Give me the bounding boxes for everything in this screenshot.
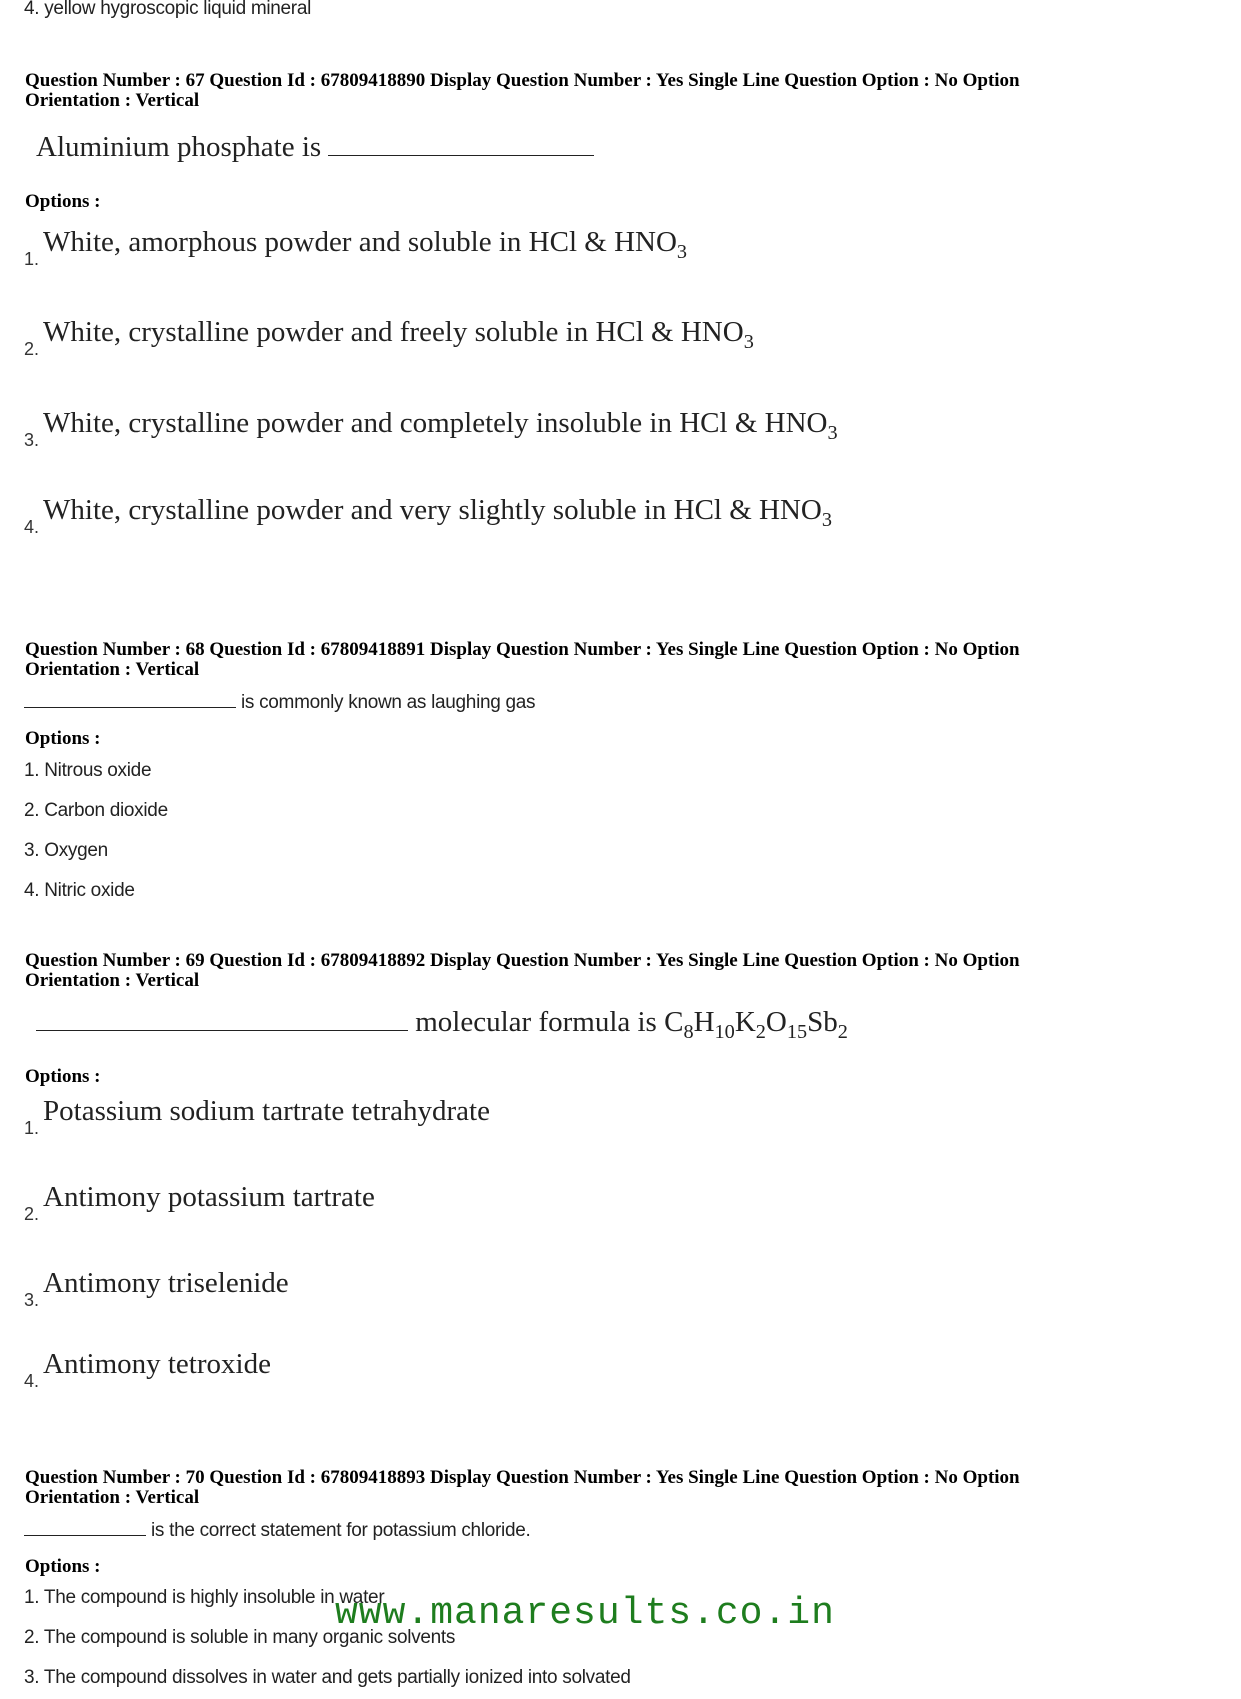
meta-line: Orientation : Vertical	[25, 1487, 200, 1508]
question-70-meta	[25, 1468, 1215, 1508]
molecular-formula: $C_8H_{10}K_2O_{15}Sb_2$	[664, 1006, 848, 1043]
option-text: Potassium sodium tartrate tetrahydrate	[43, 1095, 490, 1127]
option-number: 1.	[24, 760, 40, 781]
option-text: Antimony tetroxide	[43, 1348, 271, 1380]
question-text: molecular formula is	[415, 1006, 657, 1038]
question-67-meta	[25, 71, 1215, 111]
option-number: 1.	[24, 1118, 40, 1138]
answer-blank	[36, 1029, 408, 1031]
meta-line: Orientation : Vertical	[25, 970, 200, 991]
question-69-option-3[interactable]	[24, 1267, 289, 1310]
option-number: 4.	[24, 0, 40, 19]
question-69-option-1[interactable]	[24, 1095, 490, 1138]
option-text: Nitrous oxide	[44, 760, 152, 781]
answer-blank	[24, 1534, 146, 1536]
option-text: Oxygen	[44, 840, 108, 861]
option-number: 4.	[24, 880, 40, 901]
option-text: White, crystalline powder and very slightly soluble in HCl & $HNO_3$	[43, 494, 832, 531]
option-text: Carbon dioxide	[44, 800, 168, 821]
question-67-option-2[interactable]	[24, 316, 754, 359]
question-69-text	[36, 1006, 848, 1043]
options-heading: Options :	[25, 1556, 101, 1577]
meta-line: Orientation : Vertical	[25, 659, 200, 680]
question-70-text	[24, 1520, 530, 1542]
option-text: White, amorphous powder and soluble in HCl & $HNO_3$	[43, 226, 688, 263]
option-number: 2.	[24, 339, 40, 359]
question-68-option-4[interactable]	[24, 880, 135, 902]
option-number: 4.	[24, 1371, 40, 1391]
question-69-option-4[interactable]	[24, 1348, 271, 1391]
question-text: is the correct statement for potassium chloride.	[150, 1520, 531, 1541]
option-number: 3.	[24, 840, 40, 861]
question-text: is commonly known as laughing gas	[240, 692, 536, 713]
option-number: 2.	[24, 800, 40, 821]
question-67-option-3[interactable]	[24, 407, 838, 450]
meta-line: Question Number : 68 Question Id : 67809418891 Display Question Number : Yes Single Line Question Option : No Option	[25, 639, 1020, 660]
option-number: 1.	[24, 249, 40, 269]
question-67-text	[36, 131, 594, 164]
question-67-option-1[interactable]	[24, 226, 688, 269]
option-number: 3.	[24, 1290, 40, 1310]
meta-line: Question Number : 69 Question Id : 67809418892 Display Question Number : Yes Single Line Question Option : No Option	[25, 950, 1020, 971]
options-heading: Options :	[25, 1066, 101, 1087]
option-number: 4.	[24, 517, 40, 537]
option-number: 2.	[24, 1204, 40, 1224]
answer-blank	[328, 154, 594, 156]
option-number: 3.	[24, 1667, 40, 1688]
question-67-option-4[interactable]	[24, 494, 832, 537]
watermark: www.manaresults.co.in	[335, 1592, 835, 1635]
question-70-option-1[interactable]	[24, 1587, 384, 1609]
option-text: The compound is highly insoluble in water	[43, 1587, 385, 1608]
answer-blank	[24, 706, 236, 708]
options-heading: Options :	[25, 728, 101, 749]
option-number: 1.	[24, 1587, 40, 1608]
option-text: Antimony potassium tartrate	[43, 1181, 375, 1213]
option-text: Antimony triselenide	[43, 1267, 289, 1299]
meta-line: Question Number : 70 Question Id : 67809418893 Display Question Number : Yes Single Line Question Option : No Option	[25, 1467, 1020, 1488]
option-text: The compound dissolves in water and gets partially ionized into solvated	[43, 1667, 631, 1688]
option-text: White, crystalline powder and completely insoluble in HCl & $HNO_3$	[43, 407, 838, 444]
meta-line: Question Number : 67 Question Id : 67809418890 Display Question Number : Yes Single Line Question Option : No Option	[25, 70, 1020, 91]
option-text: yellow hygroscopic liquid mineral	[44, 0, 312, 19]
option-text: Nitric oxide	[44, 880, 135, 901]
meta-line: Orientation : Vertical	[25, 90, 200, 111]
option-number: 3.	[24, 430, 40, 450]
question-68-option-3[interactable]	[24, 840, 108, 862]
question-69-meta	[25, 951, 1215, 991]
question-70-option-3[interactable]	[24, 1667, 631, 1689]
options-heading: Options :	[25, 191, 101, 212]
question-68-option-2[interactable]	[24, 800, 168, 822]
question-69-option-2[interactable]	[24, 1181, 375, 1224]
question-text: Aluminium phosphate is	[36, 131, 322, 163]
option-number: 2.	[24, 1627, 40, 1648]
question-68-option-1[interactable]	[24, 760, 151, 782]
question-68-meta	[25, 640, 1215, 680]
previous-option-4	[24, 0, 311, 20]
option-text: The compound is soluble in many organic solvents	[43, 1627, 456, 1648]
option-text: White, crystalline powder and freely soluble in HCl & $HNO_3$	[43, 316, 754, 353]
question-68-text	[24, 692, 535, 714]
